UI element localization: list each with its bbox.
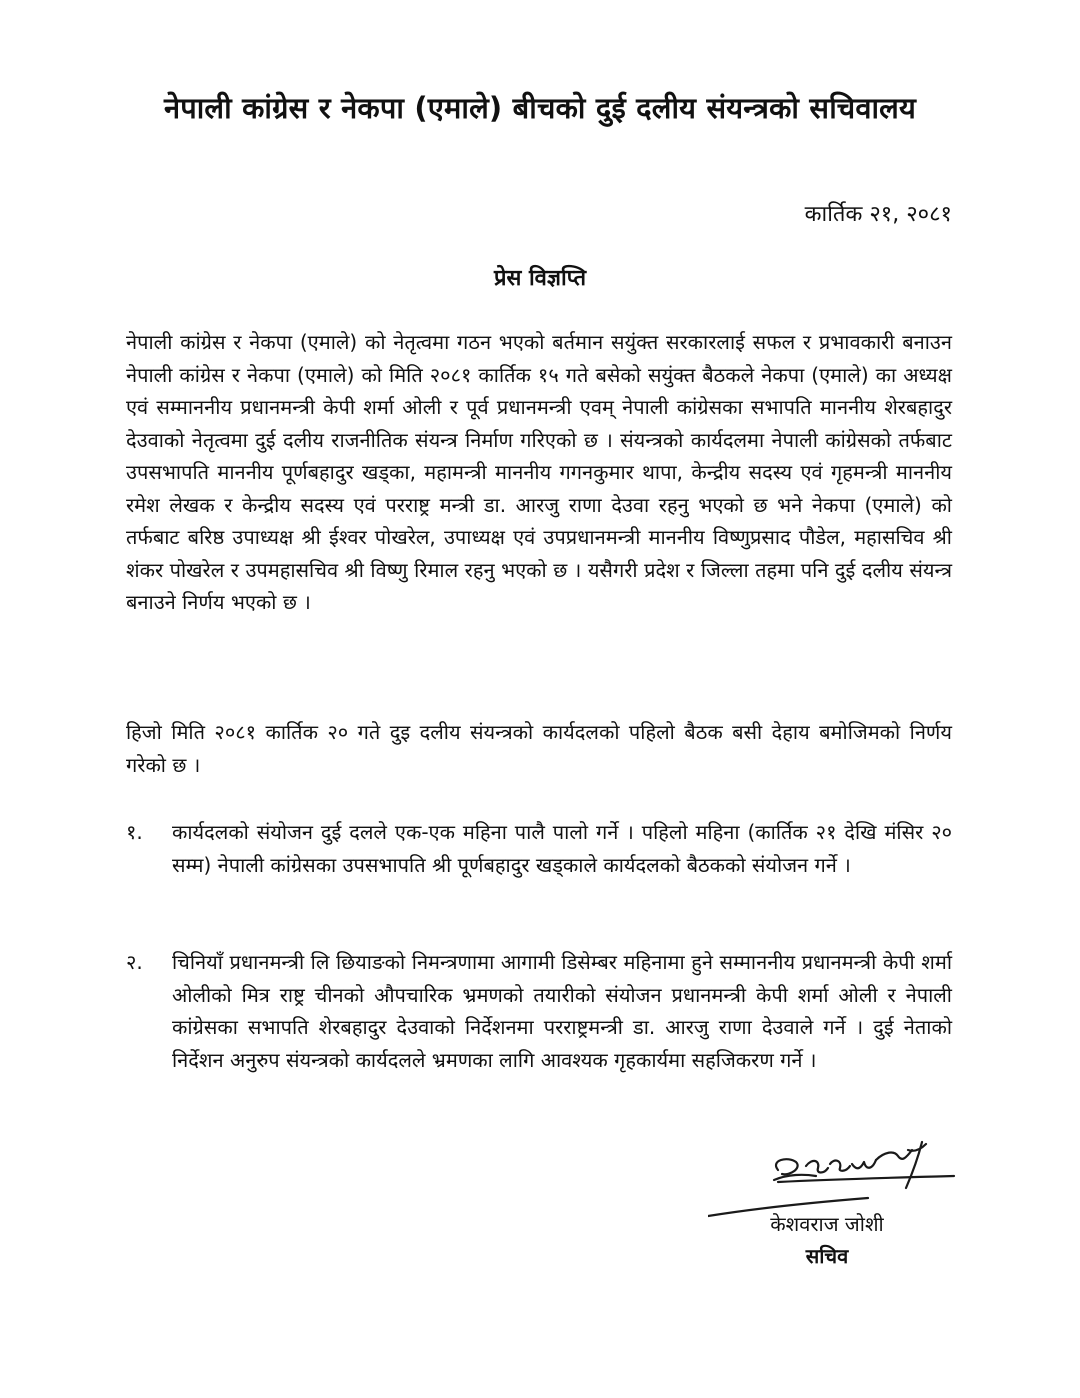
- document-subtitle: प्रेस विज्ञप्ति: [493, 266, 587, 291]
- decision-item-number: २.: [126, 950, 143, 974]
- signatory-title: सचिव: [805, 1244, 849, 1268]
- handwritten-signature: [708, 1130, 958, 1220]
- decision-item-number: १.: [126, 820, 143, 844]
- decision-item-text: चिनियाँ प्रधानमन्त्री लि छियाङको निमन्त्रणामा आगामी डिसेम्बर महिनामा हुने सम्माननीय प्रधानमन्त्री केपी शर्मा ओलीको मित्र राष्ट्र चीनको औपचारिक भ्रमणको तयारीको संयोजन प्रधानमन्त्री केपी शर्मा ओली र नेपाली कांग्रेसका सभापति शेरबहादुर देउवाको निर्देशनमा परराष्ट्रमन्त्री डा. आरजु राणा देउवाले गर्ने । दुई नेताको निर्देशन अनुरुप संयन्त्रको कार्यदलले भ्रमणका लागि आवश्यक गृहकार्यमा सहजिकरण गर्ने ।: [172, 950, 952, 1072]
- body-paragraph-2: हिजो मिति २०८१ कार्तिक २० गते दुइ दलीय संयन्त्रको कार्यदलको पहिलो बैठक बसी देहाय बमोजिमको निर्णय गरेको छ ।: [126, 720, 952, 777]
- decision-item-text: कार्यदलको संयोजन दुई दलले एक-एक महिना पालै पालो गर्ने । पहिलो महिना (कार्तिक २१ देखि मंसिर २० सम्म) नेपाली कांग्रेसका उपसभापति श्री पूर्णबहादुर खड्काले कार्यदलको बैठकको संयोजन गर्ने ।: [172, 820, 952, 877]
- signatory-name: केशवराज जोशी: [770, 1212, 884, 1236]
- decision-item-2: [126, 946, 952, 1076]
- body-paragraph-1: नेपाली कांग्रेस र नेकपा (एमाले) को नेतृत्वमा गठन भएको बर्तमान सयुंक्त सरकारलाई सफल र प्रभावकारी बनाउन नेपाली कांग्रेस र नेकपा (एमाले) को मिति २०८१ कार्तिक १५ गते बसेको सयुंक्त बैठकले नेकपा (एमाले) का अध्यक्ष एवं सम्माननीय प्रधानमन्त्री केपी शर्मा ओली र पूर्व प्रधानमन्त्री एवम् नेपाली कांग्रेसका सभापति माननीय शेरबहादुर देउवाको नेतृत्वमा दुई दलीय राजनीतिक संयन्त्र निर्माण गरिएको छ । संयन्त्रको कार्यदलमा नेपाली कांग्रेसको तर्फबाट उपसभापति माननीय पूर्णबहादुर खड्का, महामन्त्री माननीय गगनकुमार थापा, केन्द्रीय सदस्य एवं गृहमन्त्री माननीय रमेश लेखक र केन्द्रीय सदस्य एवं परराष्ट्र मन्त्री डा. आरजु राणा देउवा रहनु भएको छ भने नेकपा (एमाले) को तर्फबाट बरिष्ठ उपाध्यक्ष श्री ईश्वर पोखरेल, उपाध्यक्ष एवं उपप्रधानमन्त्री माननीय विष्णुप्रसाद पौडेल, महासचिव श्री शंकर पोखरेल र उपमहासचिव श्री विष्णु रिमाल रहनु भएको छ । यसैगरी प्रदेश र जिल्ला तहमा पनि दुई दलीय संयन्त्र बनाउने निर्णय भएको छ ।: [126, 330, 952, 614]
- document-date: कार्तिक २१, २०८१: [804, 202, 952, 227]
- decision-item-1: [126, 816, 952, 881]
- document-heading: नेपाली कांग्रेस र नेकपा (एमाले) बीचको दुई दलीय संयन्त्रको सचिवालय: [163, 91, 917, 125]
